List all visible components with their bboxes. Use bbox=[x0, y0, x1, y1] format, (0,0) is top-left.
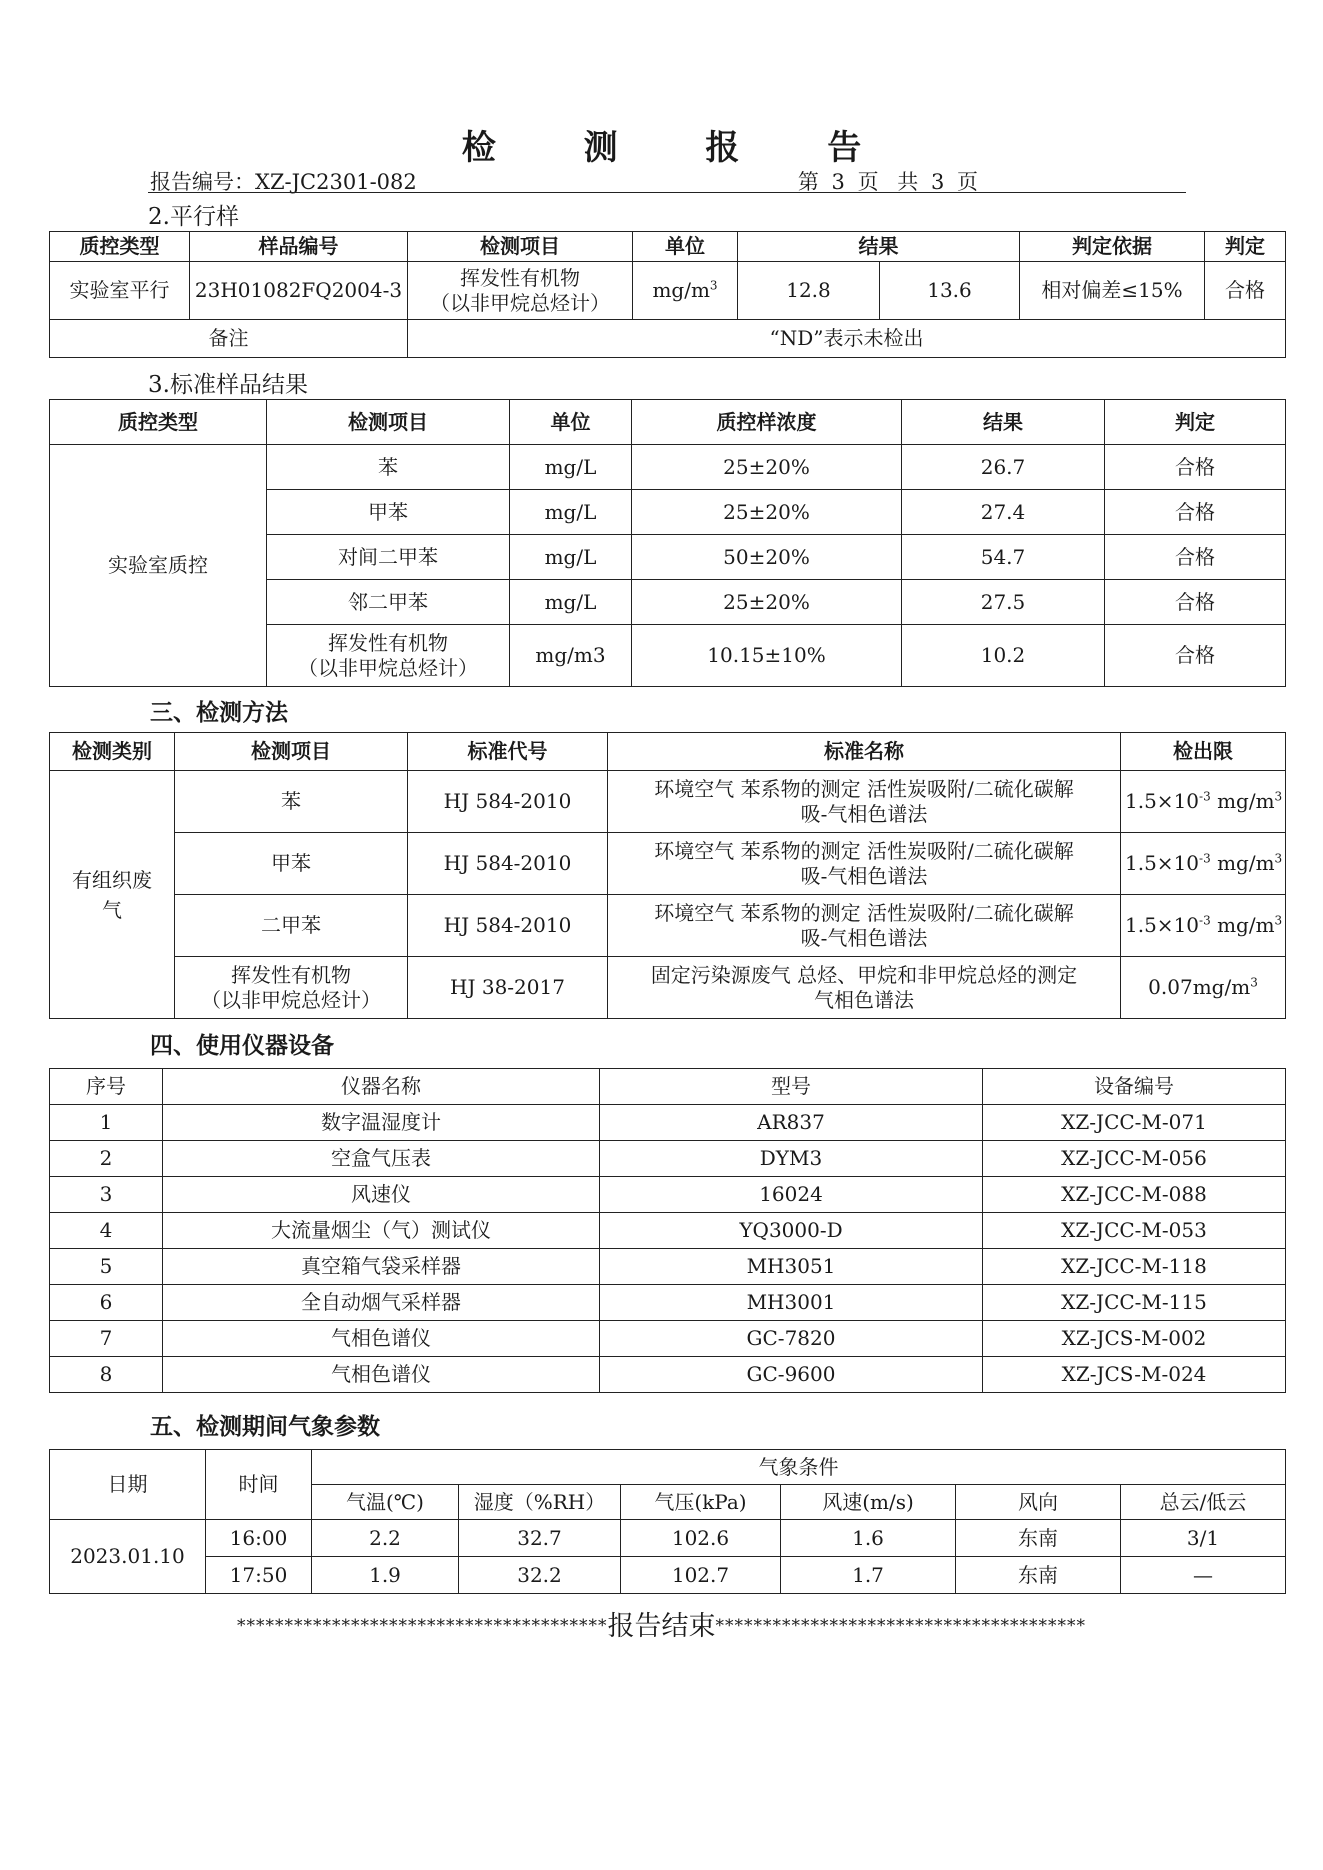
report-number: 报告编号：XZ-JC2301-082 bbox=[150, 170, 417, 194]
standard-result: 27.4 bbox=[902, 490, 1105, 535]
method-limit-sup: 3 bbox=[1274, 913, 1283, 928]
table-row bbox=[50, 1177, 1286, 1213]
standard-verdict: 合格 bbox=[1105, 625, 1286, 687]
equipment-no: 4 bbox=[50, 1213, 163, 1249]
method-header-item: 检测项目 bbox=[175, 733, 408, 771]
parallel-type: 实验室平行 bbox=[50, 262, 190, 320]
parallel-item bbox=[408, 262, 633, 320]
weather-date-label: 日期 bbox=[50, 1450, 206, 1520]
standard-item: 甲苯 bbox=[267, 490, 510, 535]
parallel-heading: 2.平行样 bbox=[148, 204, 239, 230]
table-row bbox=[50, 1105, 1286, 1141]
weather-pressure: 102.6 bbox=[621, 1520, 781, 1557]
method-limit-unit: mg/m bbox=[1210, 851, 1275, 875]
standard-item bbox=[267, 625, 510, 687]
method-name-line2: 吸-气相色谱法 bbox=[800, 801, 928, 826]
method-category bbox=[50, 771, 175, 1019]
parallel-item-line2: （以非甲烷总烃计） bbox=[430, 290, 610, 315]
equipment-header-code: 设备编号 bbox=[983, 1069, 1286, 1105]
parallel-header-type: 质控类型 bbox=[50, 232, 190, 262]
weather-wind-dir: 东南 bbox=[956, 1520, 1121, 1557]
standard-header-type: 质控类型 bbox=[50, 400, 267, 445]
weather-time: 16:00 bbox=[206, 1520, 312, 1557]
weather-heading: 五、检测期间气象参数 bbox=[150, 1413, 380, 1440]
standard-verdict: 合格 bbox=[1105, 580, 1286, 625]
method-item: 二甲苯 bbox=[175, 895, 408, 957]
equipment-model: MH3001 bbox=[600, 1285, 983, 1321]
method-limit-unit: mg/m bbox=[1210, 789, 1275, 813]
method-code: HJ 584-2010 bbox=[408, 771, 608, 833]
equipment-name: 数字温湿度计 bbox=[163, 1105, 600, 1141]
page-total: 共 3 页 bbox=[897, 170, 978, 194]
equipment-code: XZ-JCC-M-115 bbox=[983, 1285, 1286, 1321]
method-limit-exp: -3 bbox=[1199, 851, 1211, 866]
equipment-no: 8 bbox=[50, 1357, 163, 1393]
weather-header-cloud: 总云/低云 bbox=[1121, 1485, 1286, 1520]
standard-header-conc: 质控样浓度 bbox=[632, 400, 902, 445]
method-name bbox=[608, 833, 1121, 895]
weather-header-wind-speed: 风速(m/s) bbox=[781, 1485, 956, 1520]
parallel-result-1: 12.8 bbox=[738, 262, 880, 320]
table-row bbox=[50, 833, 1286, 895]
equipment-model: YQ3000-D bbox=[600, 1213, 983, 1249]
weather-humidity: 32.2 bbox=[459, 1557, 621, 1594]
parallel-header-result: 结果 bbox=[738, 232, 1020, 262]
equipment-table bbox=[49, 1068, 1286, 1393]
standard-unit: mg/L bbox=[510, 445, 632, 490]
method-header-limit: 检出限 bbox=[1121, 733, 1286, 771]
end-stars-right: *************************************** bbox=[715, 1616, 1086, 1636]
standard-item: 对间二甲苯 bbox=[267, 535, 510, 580]
standard-conc: 25±20% bbox=[632, 445, 902, 490]
standard-heading: 3.标准样品结果 bbox=[148, 372, 308, 398]
equipment-code: XZ-JCS-M-024 bbox=[983, 1357, 1286, 1393]
equipment-code: XZ-JCC-M-056 bbox=[983, 1141, 1286, 1177]
table-row bbox=[50, 1357, 1286, 1393]
standard-unit: mg/L bbox=[510, 490, 632, 535]
method-limit-unit: mg/m bbox=[1210, 913, 1275, 937]
method-name-line1: 固定污染源废气 总烃、甲烷和非甲烷总烃的测定 bbox=[650, 962, 1078, 987]
table-row bbox=[50, 1285, 1286, 1321]
method-name bbox=[608, 895, 1121, 957]
equipment-name: 气相色谱仪 bbox=[163, 1357, 600, 1393]
method-name-line2: 吸-气相色谱法 bbox=[800, 863, 928, 888]
parallel-sample-no: 23H01082FQ2004-3 bbox=[190, 262, 408, 320]
equipment-name: 真空箱气袋采样器 bbox=[163, 1249, 600, 1285]
weather-wind-speed: 1.6 bbox=[781, 1520, 956, 1557]
equipment-no: 1 bbox=[50, 1105, 163, 1141]
parallel-unit-sup: 3 bbox=[709, 278, 718, 293]
weather-temp: 1.9 bbox=[312, 1557, 459, 1594]
parallel-table bbox=[49, 231, 1286, 358]
standard-verdict: 合格 bbox=[1105, 535, 1286, 580]
page-current: 第 3 页 bbox=[797, 170, 879, 194]
weather-header-humidity: 湿度（%RH） bbox=[459, 1485, 621, 1520]
table-row bbox=[50, 1520, 1286, 1557]
weather-cloud: — bbox=[1121, 1557, 1286, 1594]
method-limit bbox=[1121, 833, 1286, 895]
method-name-line1: 环境空气 苯系物的测定 活性炭吸附/二硫化碳解 bbox=[654, 900, 1074, 925]
standard-header-item: 检测项目 bbox=[267, 400, 510, 445]
method-limit-base: 1.5×10 bbox=[1125, 913, 1200, 937]
method-name-line2: 气相色谱法 bbox=[814, 987, 914, 1012]
method-header-name: 标准名称 bbox=[608, 733, 1121, 771]
standard-result: 27.5 bbox=[902, 580, 1105, 625]
method-limit bbox=[1121, 957, 1286, 1019]
table-row bbox=[50, 1557, 1286, 1594]
method-limit-base: 0.07mg/m bbox=[1148, 975, 1251, 999]
method-category-text: 有组织废气 bbox=[72, 867, 152, 922]
standard-item-line1: 挥发性有机物 bbox=[328, 630, 448, 655]
parallel-header-unit: 单位 bbox=[633, 232, 738, 262]
table-row bbox=[50, 1321, 1286, 1357]
table-row bbox=[50, 1141, 1286, 1177]
equipment-name: 气相色谱仪 bbox=[163, 1321, 600, 1357]
method-limit-sup: 3 bbox=[1250, 975, 1258, 990]
equipment-code: XZ-JCC-M-053 bbox=[983, 1213, 1286, 1249]
standard-result: 26.7 bbox=[902, 445, 1105, 490]
parallel-header-item: 检测项目 bbox=[408, 232, 633, 262]
parallel-header-sample: 样品编号 bbox=[190, 232, 408, 262]
method-code: HJ 38-2017 bbox=[408, 957, 608, 1019]
standard-conc: 25±20% bbox=[632, 490, 902, 535]
equipment-name: 大流量烟尘（气）测试仪 bbox=[163, 1213, 600, 1249]
parallel-basis: 相对偏差≤15% bbox=[1020, 262, 1205, 320]
table-row bbox=[50, 771, 1286, 833]
parallel-item-line1: 挥发性有机物 bbox=[460, 265, 580, 290]
table-row bbox=[50, 445, 1286, 490]
parallel-result-2: 13.6 bbox=[880, 262, 1020, 320]
weather-header-wind-dir: 风向 bbox=[956, 1485, 1121, 1520]
weather-conditions-label: 气象条件 bbox=[312, 1450, 1286, 1485]
table-row bbox=[50, 1249, 1286, 1285]
equipment-model: DYM3 bbox=[600, 1141, 983, 1177]
method-name-line1: 环境空气 苯系物的测定 活性炭吸附/二硫化碳解 bbox=[654, 776, 1074, 801]
standard-result: 10.2 bbox=[902, 625, 1105, 687]
equipment-model: 16024 bbox=[600, 1177, 983, 1213]
equipment-code: XZ-JCC-M-088 bbox=[983, 1177, 1286, 1213]
table-row bbox=[50, 1213, 1286, 1249]
standard-unit: mg/L bbox=[510, 580, 632, 625]
method-item: 苯 bbox=[175, 771, 408, 833]
equipment-heading: 四、使用仪器设备 bbox=[150, 1032, 334, 1059]
parallel-unit-base: mg/m bbox=[652, 278, 710, 302]
equipment-header-no: 序号 bbox=[50, 1069, 163, 1105]
parallel-header-verdict: 判定 bbox=[1205, 232, 1286, 262]
method-code: HJ 584-2010 bbox=[408, 895, 608, 957]
equipment-no: 3 bbox=[50, 1177, 163, 1213]
equipment-no: 7 bbox=[50, 1321, 163, 1357]
weather-wind-speed: 1.7 bbox=[781, 1557, 956, 1594]
method-limit-base: 1.5×10 bbox=[1125, 851, 1200, 875]
equipment-code: XZ-JCC-M-118 bbox=[983, 1249, 1286, 1285]
method-table bbox=[49, 732, 1286, 1019]
method-item bbox=[175, 957, 408, 1019]
method-limit-exp: -3 bbox=[1199, 789, 1211, 804]
weather-wind-dir: 东南 bbox=[956, 1557, 1121, 1594]
equipment-no: 2 bbox=[50, 1141, 163, 1177]
weather-date: 2023.01.10 bbox=[50, 1520, 206, 1594]
weather-temp: 2.2 bbox=[312, 1520, 459, 1557]
parallel-header-basis: 判定依据 bbox=[1020, 232, 1205, 262]
method-limit bbox=[1121, 895, 1286, 957]
equipment-model: MH3051 bbox=[600, 1249, 983, 1285]
method-header-category: 检测类别 bbox=[50, 733, 175, 771]
standard-type: 实验室质控 bbox=[50, 445, 267, 687]
equipment-no: 5 bbox=[50, 1249, 163, 1285]
method-heading: 三、检测方法 bbox=[150, 699, 288, 726]
parallel-note-label: 备注 bbox=[50, 320, 408, 358]
standard-item: 邻二甲苯 bbox=[267, 580, 510, 625]
weather-time: 17:50 bbox=[206, 1557, 312, 1594]
end-stars-left: *************************************** bbox=[237, 1616, 608, 1636]
table-row bbox=[50, 895, 1286, 957]
equipment-code: XZ-JCS-M-002 bbox=[983, 1321, 1286, 1357]
equipment-header-model: 型号 bbox=[600, 1069, 983, 1105]
end-text: 报告结束 bbox=[607, 1611, 716, 1642]
method-name bbox=[608, 771, 1121, 833]
equipment-header-name: 仪器名称 bbox=[163, 1069, 600, 1105]
parallel-verdict: 合格 bbox=[1205, 262, 1286, 320]
weather-pressure: 102.7 bbox=[621, 1557, 781, 1594]
standard-header-verdict: 判定 bbox=[1105, 400, 1286, 445]
weather-table bbox=[49, 1449, 1286, 1594]
standard-verdict: 合格 bbox=[1105, 490, 1286, 535]
equipment-model: AR837 bbox=[600, 1105, 983, 1141]
method-limit-exp: -3 bbox=[1199, 913, 1211, 928]
method-limit-base: 1.5×10 bbox=[1125, 789, 1200, 813]
standard-item-line2: （以非甲烷总烃计） bbox=[298, 655, 478, 680]
standard-header-result: 结果 bbox=[902, 400, 1105, 445]
method-name-line2: 吸-气相色谱法 bbox=[800, 925, 928, 950]
equipment-name: 全自动烟气采样器 bbox=[163, 1285, 600, 1321]
report-title: 检 测 报 告 bbox=[461, 128, 900, 168]
method-limit-sup: 3 bbox=[1274, 851, 1283, 866]
method-limit-sup: 3 bbox=[1274, 789, 1283, 804]
standard-result: 54.7 bbox=[902, 535, 1105, 580]
weather-header-pressure: 气压(kPa) bbox=[621, 1485, 781, 1520]
report-end-line bbox=[0, 1604, 1323, 1643]
standard-conc: 50±20% bbox=[632, 535, 902, 580]
method-name bbox=[608, 957, 1121, 1019]
method-item: 甲苯 bbox=[175, 833, 408, 895]
method-item-line1: 挥发性有机物 bbox=[231, 962, 351, 987]
equipment-no: 6 bbox=[50, 1285, 163, 1321]
equipment-model: GC-9600 bbox=[600, 1357, 983, 1393]
equipment-model: GC-7820 bbox=[600, 1321, 983, 1357]
table-row bbox=[50, 957, 1286, 1019]
method-name-line1: 环境空气 苯系物的测定 活性炭吸附/二硫化碳解 bbox=[654, 838, 1074, 863]
standard-header-unit: 单位 bbox=[510, 400, 632, 445]
parallel-note-value: “ND”表示未检出 bbox=[408, 320, 1286, 358]
method-item-line2: （以非甲烷总烃计） bbox=[201, 987, 381, 1012]
equipment-name: 风速仪 bbox=[163, 1177, 600, 1213]
standard-unit: mg/m3 bbox=[510, 625, 632, 687]
weather-cloud: 3/1 bbox=[1121, 1520, 1286, 1557]
method-limit bbox=[1121, 771, 1286, 833]
standard-table bbox=[49, 399, 1286, 687]
equipment-code: XZ-JCC-M-071 bbox=[983, 1105, 1286, 1141]
method-code: HJ 584-2010 bbox=[408, 833, 608, 895]
standard-unit: mg/L bbox=[510, 535, 632, 580]
standard-verdict: 合格 bbox=[1105, 445, 1286, 490]
method-header-code: 标准代号 bbox=[408, 733, 608, 771]
equipment-name: 空盒气压表 bbox=[163, 1141, 600, 1177]
parallel-unit bbox=[633, 262, 738, 320]
weather-humidity: 32.7 bbox=[459, 1520, 621, 1557]
weather-time-label: 时间 bbox=[206, 1450, 312, 1520]
weather-header-temp: 气温(℃) bbox=[312, 1485, 459, 1520]
standard-conc: 10.15±10% bbox=[632, 625, 902, 687]
header-divider bbox=[148, 192, 1186, 193]
standard-item: 苯 bbox=[267, 445, 510, 490]
standard-conc: 25±20% bbox=[632, 580, 902, 625]
